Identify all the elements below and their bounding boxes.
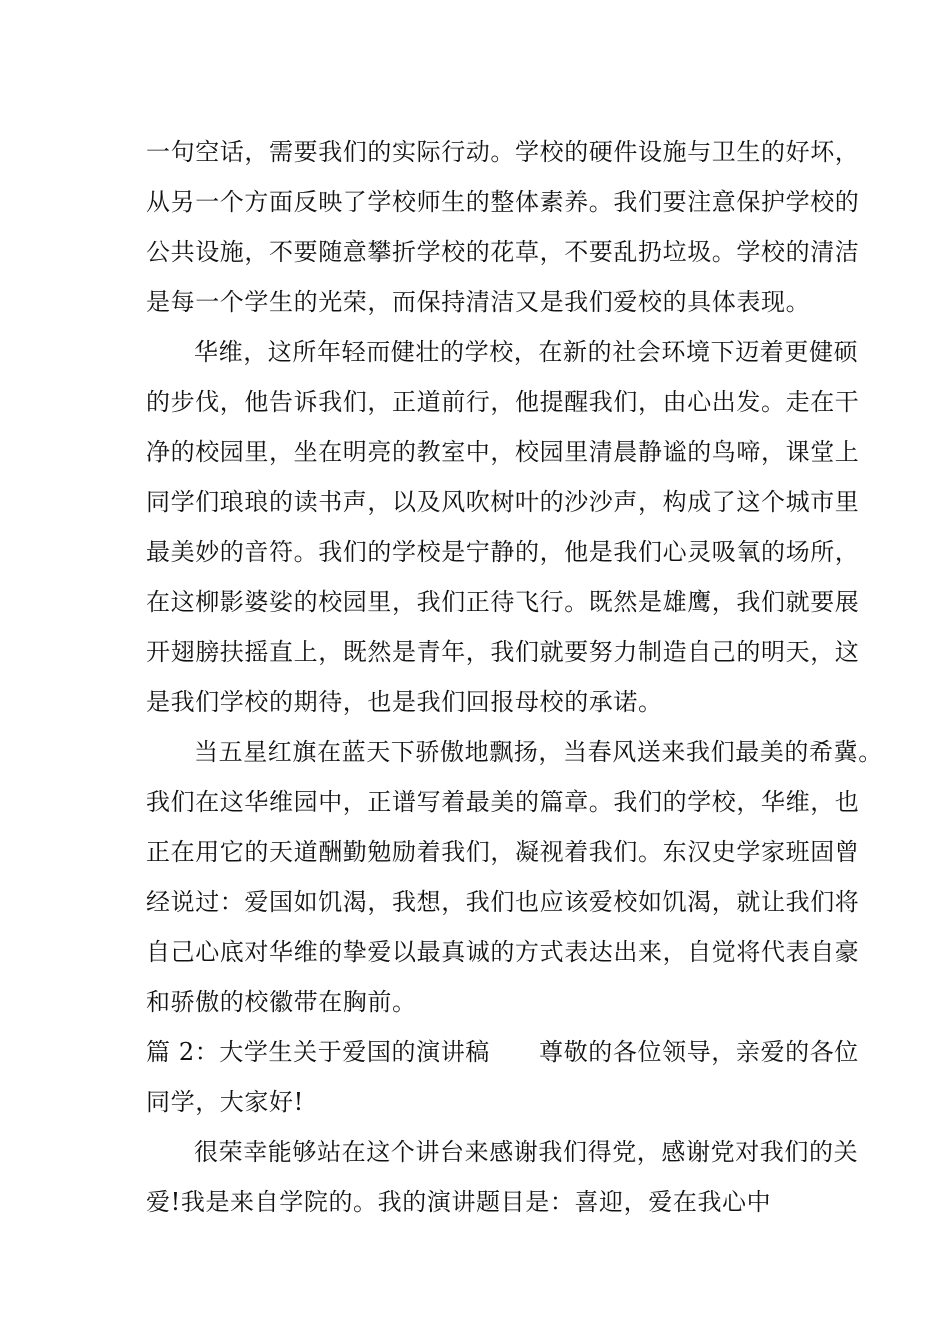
text-line: 从另一个方面反映了学校师生的整体素养。我们要注意保护学校的 xyxy=(146,188,860,216)
text-line: 在这柳影婆娑的校园里，我们正待飞行。既然是雄鹰，我们就要展 xyxy=(146,588,860,616)
text-line: 最美妙的音符。我们的学校是宁静的，他是我们心灵吸氧的场所， xyxy=(146,538,860,566)
text-line: 爱!我是来自学院的。我的演讲题目是：喜迎，爱在我心中 xyxy=(146,1188,772,1216)
paragraph-first-line: 华维，这所年轻而健壮的学校，在新的社会环境下迈着更健硕 xyxy=(194,338,859,366)
text-line: 经说过：爱国如饥渴，我想，我们也应该爱校如饥渴，就让我们将 xyxy=(146,888,860,916)
paragraph-first-line: 很荣幸能够站在这个讲台来感谢我们得党，感谢党对我们的关 xyxy=(194,1138,859,1166)
section-heading-line: 篇 2：大学生关于爱国的演讲稿 尊敬的各位领导，亲爱的各位 xyxy=(146,1038,859,1066)
text-line: 净的校园里，坐在明亮的教室中，校园里清晨静谧的鸟啼，课堂上 xyxy=(146,438,860,466)
text-line: 和骄傲的校徽带在胸前。 xyxy=(146,988,417,1016)
text-line: 正在用它的天道酬勤勉励着我们，凝视着我们。东汉史学家班固曾 xyxy=(146,838,860,866)
text-line: 我们在这华维园中，正谱写着最美的篇章。我们的学校，华维，也 xyxy=(146,788,860,816)
paragraph-first-line: 当五星红旗在蓝天下骄傲地飘扬，当春风送来我们最美的希冀。 xyxy=(194,738,883,766)
text-line: 是我们学校的期待，也是我们回报母校的承诺。 xyxy=(146,688,663,716)
text-line: 开翅膀扶摇直上，既然是青年，我们就要努力制造自己的明天，这 xyxy=(146,638,860,666)
text-line: 同学们琅琅的读书声，以及风吹树叶的沙沙声，构成了这个城市里 xyxy=(146,488,860,516)
text-line: 是每一个学生的光荣，而保持清洁又是我们爱校的具体表现。 xyxy=(146,288,811,316)
text-line: 的步伐，他告诉我们，正道前行，他提醒我们，由心出发。走在干 xyxy=(146,388,860,416)
text-line: 一句空话，需要我们的实际行动。学校的硬件设施与卫生的好坏， xyxy=(146,138,860,166)
text-line: 同学，大家好! xyxy=(146,1088,304,1116)
text-line: 自己心底对华维的挚爱以最真诚的方式表达出来，自觉将代表自豪 xyxy=(146,938,860,966)
text-line: 公共设施，不要随意攀折学校的花草，不要乱扔垃圾。学校的清洁 xyxy=(146,238,860,266)
